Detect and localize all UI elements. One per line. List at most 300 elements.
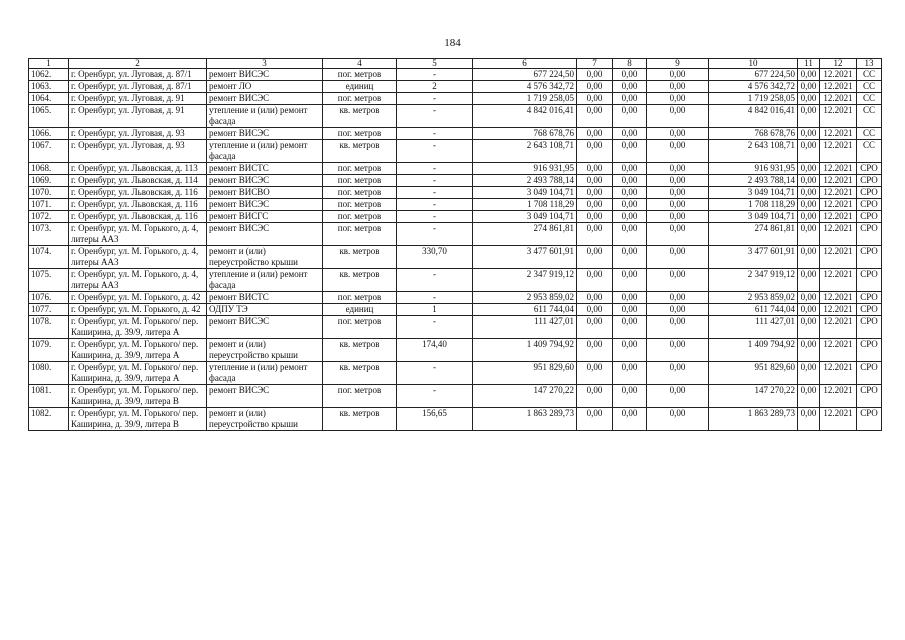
address-cell: г. Оренбург, ул. Львовская, д. 116	[69, 199, 207, 211]
owner-funds-cell: 916 931,95	[709, 163, 798, 175]
owner-funds-cell: 768 678,76	[709, 128, 798, 140]
unit-cell: пог. метров	[323, 292, 397, 304]
address-cell: г. Оренбург, ул. М. Горького, д. 4, литеры АА3	[69, 246, 207, 269]
total-cost-cell: 3 477 601,91	[473, 246, 577, 269]
fund-type-cell: СС	[857, 105, 882, 128]
address-cell: г. Оренбург, ул. М. Горького/ пер. Каширина, д. 39/9, литера В	[69, 385, 207, 408]
unit-cell: кв. метров	[323, 362, 397, 385]
total-cost-cell: 1 719 258,05	[473, 93, 577, 105]
fund-type-cell: СС	[857, 128, 882, 140]
total-cost-cell: 1 409 794,92	[473, 339, 577, 362]
table-row	[29, 128, 882, 140]
fund-type-cell: СРО	[857, 339, 882, 362]
cost-cell: 0,00	[798, 128, 820, 140]
fund-type-cell: СС	[857, 81, 882, 93]
completion-date-cell: 12.2021	[820, 223, 857, 246]
cost-cell: 0,00	[798, 199, 820, 211]
table-row	[29, 246, 882, 269]
completion-date-cell: 12.2021	[820, 105, 857, 128]
address-cell: г. Оренбург, ул. М. Горького, д. 4, литеры АА3	[69, 223, 207, 246]
quantity-cell: -	[397, 140, 473, 163]
cost-cell: 0,00	[798, 339, 820, 362]
unit-cell: пог. метров	[323, 69, 397, 81]
cost-cell: 0,00	[577, 140, 613, 163]
row-number-cell: 1065.	[29, 105, 69, 128]
address-cell: г. Оренбург, ул. Луговая, д. 91	[69, 105, 207, 128]
cost-cell: 0,00	[577, 339, 613, 362]
fund-type-cell: СС	[857, 93, 882, 105]
table-row	[29, 163, 882, 175]
cost-cell: 0,00	[647, 362, 709, 385]
cost-cell: 0,00	[798, 175, 820, 187]
unit-cell: кв. метров	[323, 339, 397, 362]
owner-funds-cell: 1 863 289,73	[709, 408, 798, 431]
owner-funds-cell: 3 477 601,91	[709, 246, 798, 269]
cost-cell: 0,00	[577, 269, 613, 292]
work-type-cell: утепление и (или) ремонт фасада	[207, 269, 323, 292]
completion-date-cell: 12.2021	[820, 246, 857, 269]
cost-cell: 0,00	[798, 105, 820, 128]
quantity-cell: -	[397, 187, 473, 199]
work-type-cell: утепление и (или) ремонт фасада	[207, 362, 323, 385]
completion-date-cell: 12.2021	[820, 408, 857, 431]
row-number-cell: 1064.	[29, 93, 69, 105]
work-type-cell: утепление и (или) ремонт фасада	[207, 105, 323, 128]
table-row	[29, 408, 882, 431]
cost-cell: 0,00	[647, 211, 709, 223]
total-cost-cell: 951 829,60	[473, 362, 577, 385]
address-cell: г. Оренбург, ул. Львовская, д. 116	[69, 211, 207, 223]
total-cost-cell: 4 576 342,72	[473, 81, 577, 93]
cost-cell: 0,00	[577, 128, 613, 140]
cost-cell: 0,00	[613, 187, 647, 199]
completion-date-cell: 12.2021	[820, 69, 857, 81]
total-cost-cell: 2 347 919,12	[473, 269, 577, 292]
unit-cell: пог. метров	[323, 163, 397, 175]
work-type-cell: ремонт ВИСТС	[207, 292, 323, 304]
row-number-cell: 1062.	[29, 69, 69, 81]
row-number-cell: 1072.	[29, 211, 69, 223]
address-cell: г. Оренбург, ул. М. Горького/ пер. Каширина, д. 39/9, литера А	[69, 362, 207, 385]
total-cost-cell: 3 049 104,71	[473, 211, 577, 223]
cost-cell: 0,00	[647, 81, 709, 93]
unit-cell: кв. метров	[323, 246, 397, 269]
quantity-cell: 174,40	[397, 339, 473, 362]
unit-cell: кв. метров	[323, 105, 397, 128]
cost-cell: 0,00	[613, 128, 647, 140]
row-number-cell: 1071.	[29, 199, 69, 211]
cost-cell: 0,00	[613, 269, 647, 292]
cost-cell: 0,00	[577, 81, 613, 93]
quantity-cell: 1	[397, 304, 473, 316]
cost-cell: 0,00	[798, 304, 820, 316]
cost-cell: 0,00	[647, 292, 709, 304]
quantity-cell: -	[397, 163, 473, 175]
completion-date-cell: 12.2021	[820, 93, 857, 105]
column-header: 13	[857, 59, 882, 69]
cost-cell: 0,00	[798, 385, 820, 408]
cost-cell: 0,00	[647, 304, 709, 316]
address-cell: г. Оренбург, ул. М. Горького, д. 42	[69, 304, 207, 316]
cost-cell: 0,00	[647, 269, 709, 292]
cost-cell: 0,00	[647, 408, 709, 431]
total-cost-cell: 111 427,01	[473, 316, 577, 339]
work-type-cell: ремонт ВИСЭС	[207, 385, 323, 408]
cost-cell: 0,00	[577, 211, 613, 223]
completion-date-cell: 12.2021	[820, 81, 857, 93]
quantity-cell: -	[397, 175, 473, 187]
cost-cell: 0,00	[613, 339, 647, 362]
cost-cell: 0,00	[798, 362, 820, 385]
cost-cell: 0,00	[613, 316, 647, 339]
owner-funds-cell: 1 719 258,05	[709, 93, 798, 105]
fund-type-cell: СС	[857, 140, 882, 163]
quantity-cell: -	[397, 105, 473, 128]
owner-funds-cell: 951 829,60	[709, 362, 798, 385]
cost-cell: 0,00	[647, 140, 709, 163]
column-header: 11	[798, 59, 820, 69]
total-cost-cell: 1 708 118,29	[473, 199, 577, 211]
work-type-cell: ОДПУ ТЭ	[207, 304, 323, 316]
cost-cell: 0,00	[613, 408, 647, 431]
unit-cell: пог. метров	[323, 316, 397, 339]
cost-cell: 0,00	[613, 105, 647, 128]
row-number-cell: 1066.	[29, 128, 69, 140]
unit-cell: пог. метров	[323, 223, 397, 246]
cost-cell: 0,00	[798, 211, 820, 223]
cost-cell: 0,00	[798, 223, 820, 246]
work-type-cell: ремонт ВИСЭС	[207, 69, 323, 81]
total-cost-cell: 2 643 108,71	[473, 140, 577, 163]
total-cost-cell: 916 931,95	[473, 163, 577, 175]
cost-cell: 0,00	[613, 304, 647, 316]
table-row	[29, 105, 882, 128]
work-type-cell: ремонт ВИСВО	[207, 187, 323, 199]
unit-cell: пог. метров	[323, 211, 397, 223]
cost-cell: 0,00	[647, 246, 709, 269]
completion-date-cell: 12.2021	[820, 385, 857, 408]
column-header: 12	[820, 59, 857, 69]
unit-cell: пог. метров	[323, 93, 397, 105]
row-number-cell: 1075.	[29, 269, 69, 292]
quantity-cell: -	[397, 385, 473, 408]
table-row	[29, 223, 882, 246]
fund-type-cell: СРО	[857, 211, 882, 223]
row-number-cell: 1063.	[29, 81, 69, 93]
work-type-cell: ремонт ВИСГС	[207, 211, 323, 223]
owner-funds-cell: 4 842 016,41	[709, 105, 798, 128]
table-row	[29, 81, 882, 93]
owner-funds-cell: 147 270,22	[709, 385, 798, 408]
quantity-cell: -	[397, 269, 473, 292]
total-cost-cell: 3 049 104,71	[473, 187, 577, 199]
total-cost-cell: 1 863 289,73	[473, 408, 577, 431]
completion-date-cell: 12.2021	[820, 140, 857, 163]
cost-cell: 0,00	[577, 362, 613, 385]
completion-date-cell: 12.2021	[820, 163, 857, 175]
owner-funds-cell: 2 347 919,12	[709, 269, 798, 292]
work-type-cell: ремонт ВИСТС	[207, 163, 323, 175]
owner-funds-cell: 1 409 794,92	[709, 339, 798, 362]
column-header: 10	[709, 59, 798, 69]
row-number-cell: 1070.	[29, 187, 69, 199]
total-cost-cell: 2 953 859,02	[473, 292, 577, 304]
completion-date-cell: 12.2021	[820, 292, 857, 304]
unit-cell: пог. метров	[323, 199, 397, 211]
address-cell: г. Оренбург, ул. М. Горького/ пер. Каширина, д. 39/9, литера А	[69, 316, 207, 339]
cost-cell: 0,00	[613, 385, 647, 408]
row-number-cell: 1077.	[29, 304, 69, 316]
quantity-cell: 156,65	[397, 408, 473, 431]
owner-funds-cell: 1 708 118,29	[709, 199, 798, 211]
work-type-cell: ремонт ВИСЭС	[207, 93, 323, 105]
cost-cell: 0,00	[798, 408, 820, 431]
cost-cell: 0,00	[577, 223, 613, 246]
fund-type-cell: СРО	[857, 269, 882, 292]
fund-type-cell: СРО	[857, 385, 882, 408]
table-row	[29, 269, 882, 292]
completion-date-cell: 12.2021	[820, 269, 857, 292]
cost-cell: 0,00	[613, 199, 647, 211]
address-cell: г. Оренбург, ул. М. Горького, д. 4, литеры АА3	[69, 269, 207, 292]
row-number-cell: 1073.	[29, 223, 69, 246]
completion-date-cell: 12.2021	[820, 339, 857, 362]
cost-cell: 0,00	[647, 385, 709, 408]
quantity-cell: -	[397, 93, 473, 105]
completion-date-cell: 12.2021	[820, 362, 857, 385]
owner-funds-cell: 2 493 788,14	[709, 175, 798, 187]
cost-cell: 0,00	[613, 292, 647, 304]
column-header: 8	[613, 59, 647, 69]
cost-cell: 0,00	[798, 93, 820, 105]
row-number-cell: 1079.	[29, 339, 69, 362]
cost-cell: 0,00	[613, 69, 647, 81]
cost-cell: 0,00	[613, 93, 647, 105]
cost-cell: 0,00	[647, 93, 709, 105]
cost-cell: 0,00	[613, 81, 647, 93]
row-number-cell: 1068.	[29, 163, 69, 175]
repair-program-table	[28, 58, 882, 431]
row-number-cell: 1076.	[29, 292, 69, 304]
cost-cell: 0,00	[577, 93, 613, 105]
address-cell: г. Оренбург, ул. Львовская, д. 114	[69, 175, 207, 187]
total-cost-cell: 768 678,76	[473, 128, 577, 140]
quantity-cell: -	[397, 128, 473, 140]
total-cost-cell: 4 842 016,41	[473, 105, 577, 128]
cost-cell: 0,00	[798, 269, 820, 292]
column-number-row	[29, 59, 882, 69]
unit-cell: кв. метров	[323, 408, 397, 431]
cost-cell: 0,00	[647, 163, 709, 175]
cost-cell: 0,00	[647, 316, 709, 339]
unit-cell: пог. метров	[323, 385, 397, 408]
owner-funds-cell: 611 744,04	[709, 304, 798, 316]
quantity-cell: -	[397, 199, 473, 211]
quantity-cell: -	[397, 223, 473, 246]
quantity-cell: -	[397, 316, 473, 339]
owner-funds-cell: 3 049 104,71	[709, 187, 798, 199]
quantity-cell: -	[397, 211, 473, 223]
fund-type-cell: СС	[857, 69, 882, 81]
completion-date-cell: 12.2021	[820, 187, 857, 199]
work-type-cell: ремонт ВИСЭС	[207, 128, 323, 140]
work-type-cell: ремонт и (или) переустройство крыши	[207, 246, 323, 269]
quantity-cell: -	[397, 362, 473, 385]
cost-cell: 0,00	[577, 408, 613, 431]
column-header: 4	[323, 59, 397, 69]
table-row	[29, 385, 882, 408]
work-type-cell: утепление и (или) ремонт фасада	[207, 140, 323, 163]
page-number: 184	[444, 37, 461, 49]
address-cell: г. Оренбург, ул. Луговая, д. 93	[69, 128, 207, 140]
table-row	[29, 211, 882, 223]
cost-cell: 0,00	[577, 304, 613, 316]
column-header: 6	[473, 59, 577, 69]
column-header: 3	[207, 59, 323, 69]
cost-cell: 0,00	[647, 199, 709, 211]
cost-cell: 0,00	[577, 199, 613, 211]
cost-cell: 0,00	[613, 140, 647, 163]
row-number-cell: 1074.	[29, 246, 69, 269]
total-cost-cell: 274 861,81	[473, 223, 577, 246]
address-cell: г. Оренбург, ул. Луговая, д. 91	[69, 93, 207, 105]
cost-cell: 0,00	[577, 385, 613, 408]
owner-funds-cell: 3 049 104,71	[709, 211, 798, 223]
table-row	[29, 187, 882, 199]
work-type-cell: ремонт ВИСЭС	[207, 316, 323, 339]
fund-type-cell: СРО	[857, 292, 882, 304]
work-type-cell: ремонт ВИСЭС	[207, 223, 323, 246]
cost-cell: 0,00	[798, 140, 820, 163]
column-header: 5	[397, 59, 473, 69]
work-type-cell: ремонт ЛО	[207, 81, 323, 93]
table-row	[29, 339, 882, 362]
cost-cell: 0,00	[798, 69, 820, 81]
cost-cell: 0,00	[577, 69, 613, 81]
cost-cell: 0,00	[613, 175, 647, 187]
cost-cell: 0,00	[613, 163, 647, 175]
owner-funds-cell: 2 953 859,02	[709, 292, 798, 304]
address-cell: г. Оренбург, ул. М. Горького, д. 42	[69, 292, 207, 304]
cost-cell: 0,00	[577, 316, 613, 339]
address-cell: г. Оренбург, ул. М. Горького/ пер. Каширина, д. 39/9, литера А	[69, 339, 207, 362]
cost-cell: 0,00	[613, 211, 647, 223]
unit-cell: пог. метров	[323, 128, 397, 140]
fund-type-cell: СРО	[857, 175, 882, 187]
table-row	[29, 93, 882, 105]
cost-cell: 0,00	[798, 187, 820, 199]
quantity-cell: 330,70	[397, 246, 473, 269]
total-cost-cell: 677 224,50	[473, 69, 577, 81]
address-cell: г. Оренбург, ул. М. Горького/ пер. Каширина, д. 39/9, литера В	[69, 408, 207, 431]
fund-type-cell: СРО	[857, 362, 882, 385]
fund-type-cell: СРО	[857, 408, 882, 431]
fund-type-cell: СРО	[857, 199, 882, 211]
row-number-cell: 1067.	[29, 140, 69, 163]
table-row	[29, 362, 882, 385]
fund-type-cell: СРО	[857, 187, 882, 199]
cost-cell: 0,00	[613, 362, 647, 385]
address-cell: г. Оренбург, ул. Львовская, д. 116	[69, 187, 207, 199]
address-cell: г. Оренбург, ул. Львовская, д. 113	[69, 163, 207, 175]
fund-type-cell: СРО	[857, 246, 882, 269]
cost-cell: 0,00	[798, 163, 820, 175]
cost-cell: 0,00	[577, 246, 613, 269]
quantity-cell: 2	[397, 81, 473, 93]
cost-cell: 0,00	[647, 69, 709, 81]
unit-cell: пог. метров	[323, 187, 397, 199]
owner-funds-cell: 2 643 108,71	[709, 140, 798, 163]
cost-cell: 0,00	[647, 187, 709, 199]
cost-cell: 0,00	[577, 105, 613, 128]
column-header: 9	[647, 59, 709, 69]
cost-cell: 0,00	[577, 187, 613, 199]
row-number-cell: 1082.	[29, 408, 69, 431]
cost-cell: 0,00	[577, 292, 613, 304]
cost-cell: 0,00	[798, 316, 820, 339]
owner-funds-cell: 274 861,81	[709, 223, 798, 246]
row-number-cell: 1080.	[29, 362, 69, 385]
cost-cell: 0,00	[647, 223, 709, 246]
total-cost-cell: 611 744,04	[473, 304, 577, 316]
owner-funds-cell: 111 427,01	[709, 316, 798, 339]
address-cell: г. Оренбург, ул. Луговая, д. 87/1	[69, 69, 207, 81]
column-header: 1	[29, 59, 69, 69]
table-row	[29, 69, 882, 81]
cost-cell: 0,00	[798, 292, 820, 304]
unit-cell: кв. метров	[323, 269, 397, 292]
work-type-cell: ремонт ВИСЭС	[207, 199, 323, 211]
address-cell: г. Оренбург, ул. Луговая, д. 87/1	[69, 81, 207, 93]
cost-cell: 0,00	[798, 246, 820, 269]
row-number-cell: 1069.	[29, 175, 69, 187]
cost-cell: 0,00	[577, 163, 613, 175]
unit-cell: пог. метров	[323, 175, 397, 187]
fund-type-cell: СРО	[857, 304, 882, 316]
table-row	[29, 304, 882, 316]
fund-type-cell: СРО	[857, 316, 882, 339]
owner-funds-cell: 677 224,50	[709, 69, 798, 81]
row-number-cell: 1078.	[29, 316, 69, 339]
completion-date-cell: 12.2021	[820, 128, 857, 140]
cost-cell: 0,00	[647, 339, 709, 362]
cost-cell: 0,00	[798, 81, 820, 93]
table-row	[29, 292, 882, 304]
completion-date-cell: 12.2021	[820, 304, 857, 316]
row-number-cell: 1081.	[29, 385, 69, 408]
cost-cell: 0,00	[613, 246, 647, 269]
completion-date-cell: 12.2021	[820, 199, 857, 211]
work-type-cell: ремонт и (или) переустройство крыши	[207, 339, 323, 362]
unit-cell: единиц	[323, 81, 397, 93]
completion-date-cell: 12.2021	[820, 175, 857, 187]
total-cost-cell: 2 493 788,14	[473, 175, 577, 187]
cost-cell: 0,00	[647, 175, 709, 187]
unit-cell: единиц	[323, 304, 397, 316]
completion-date-cell: 12.2021	[820, 316, 857, 339]
fund-type-cell: СРО	[857, 163, 882, 175]
cost-cell: 0,00	[613, 223, 647, 246]
work-type-cell: ремонт ВИСЭС	[207, 175, 323, 187]
unit-cell: кв. метров	[323, 140, 397, 163]
address-cell: г. Оренбург, ул. Луговая, д. 93	[69, 140, 207, 163]
quantity-cell: -	[397, 69, 473, 81]
fund-type-cell: СРО	[857, 223, 882, 246]
table-row	[29, 199, 882, 211]
quantity-cell: -	[397, 292, 473, 304]
cost-cell: 0,00	[647, 128, 709, 140]
table-row	[29, 175, 882, 187]
